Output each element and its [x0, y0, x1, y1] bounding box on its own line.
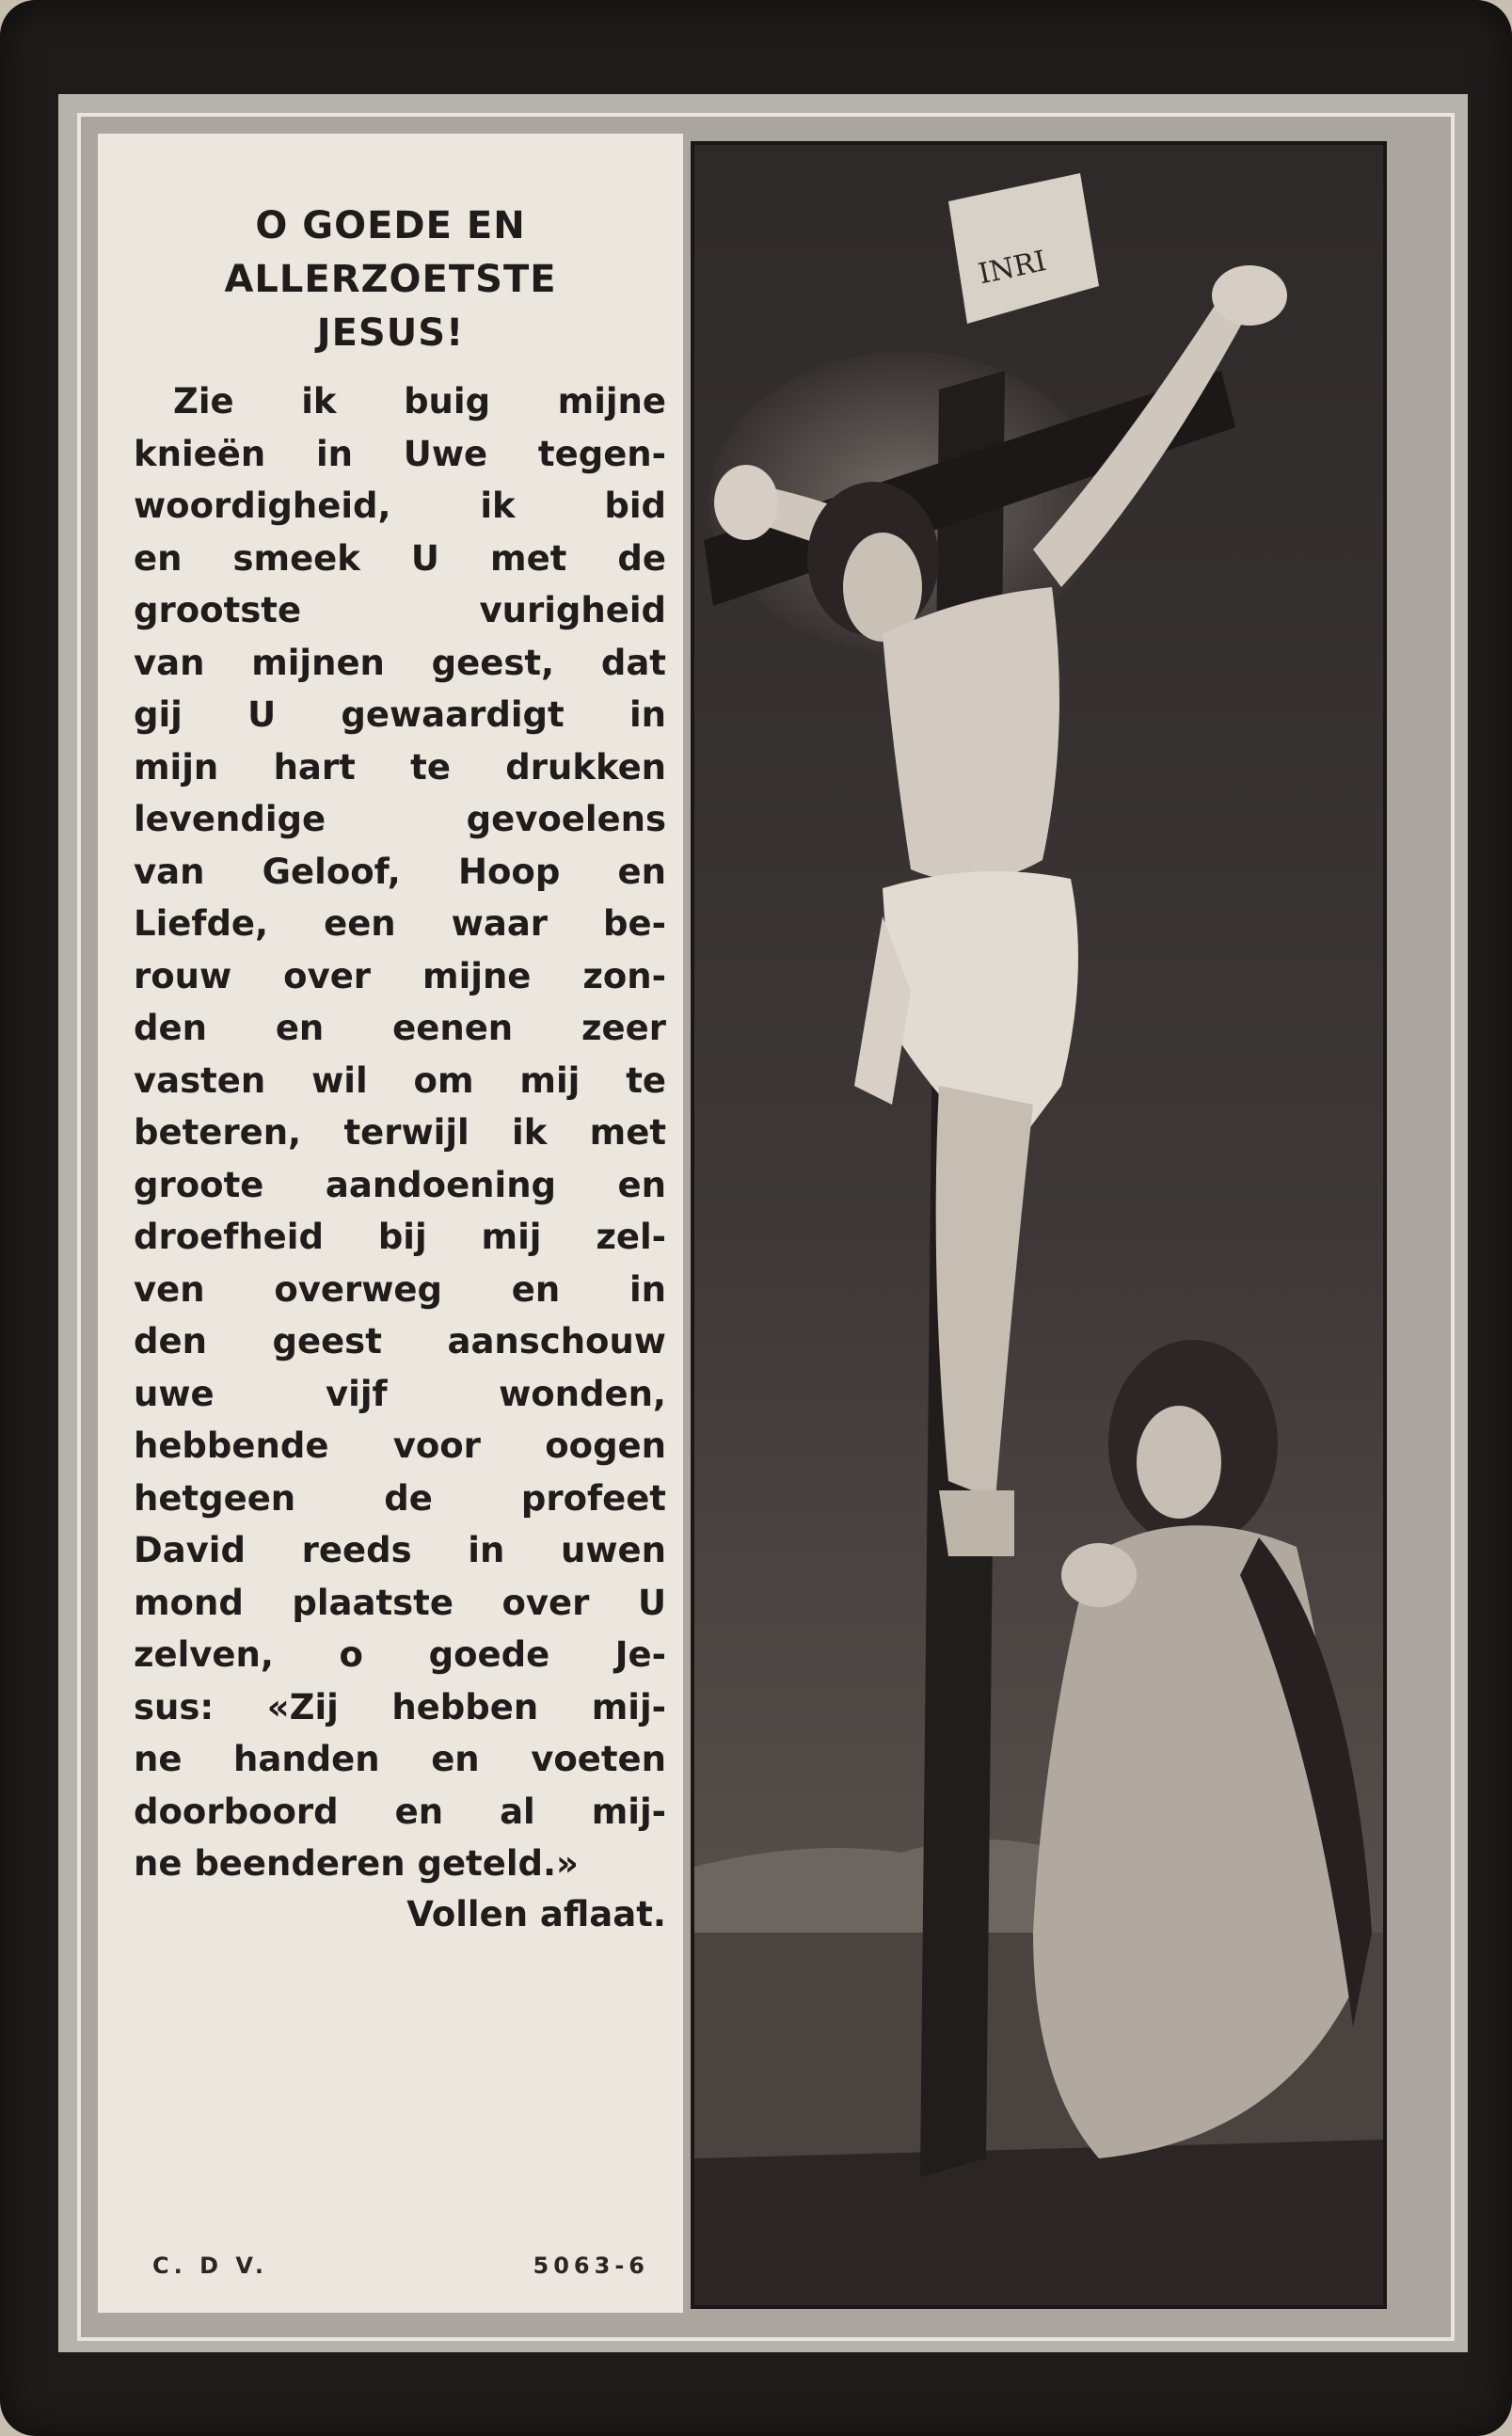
prayer-line: ven overweg en in	[134, 1268, 666, 1310]
indulgence-note: Vollen aflaat.	[406, 1893, 666, 1934]
prayer-line: levendige gevoelens	[134, 799, 666, 839]
card-number: 5063-6	[533, 2253, 649, 2279]
prayer-line: ne beenderen geteld.»	[134, 1843, 579, 1884]
prayer-line: den geest aanschouw	[134, 1321, 666, 1361]
prayer-line: Liefde, een waar be-	[134, 903, 666, 944]
foreground	[694, 2140, 1383, 2305]
prayer-text	[134, 375, 666, 1890]
inscription-text: INRI	[975, 245, 1050, 292]
prayer-line: vasten wil om mij te	[134, 1059, 666, 1101]
prayer-line: sus: «Zij hebben mij-	[134, 1686, 666, 1727]
title-line: JESUS!	[316, 311, 465, 355]
title-line: O GOEDE EN	[255, 204, 526, 247]
torso	[883, 587, 1059, 882]
publisher-mark: C. D V.	[152, 2253, 268, 2279]
right-hand	[1212, 265, 1287, 326]
feet	[939, 1490, 1014, 1556]
prayer-line: hetgeen de profeet	[134, 1477, 666, 1519]
crucifixion-illustration	[694, 145, 1383, 2305]
prayer-line: den en eenen zeer	[134, 1008, 666, 1048]
prayer-line: ne handen en voeten	[134, 1739, 666, 1779]
prayer-line: en smeek U met de	[134, 537, 666, 579]
crucifixion-image	[691, 141, 1387, 2309]
prayer-line: doorboord en al mij-	[134, 1791, 666, 1832]
prayer-line: Zie ik buig mijne	[173, 381, 666, 422]
prayer-line: zelven, o goede Je-	[134, 1634, 666, 1675]
prayer-panel	[98, 134, 683, 2313]
prayer-line: mond plaatste over U	[134, 1582, 666, 1623]
prayer-title	[98, 199, 683, 360]
left-hand	[714, 465, 778, 540]
prayer-line: hebbende voor oogen	[134, 1425, 666, 1466]
prayer-line: grootste vurigheid	[134, 590, 666, 630]
title-line: ALLERZOETSTE	[224, 258, 557, 301]
prayer-line: van mijnen geest, dat	[134, 642, 666, 683]
prayer-line: beteren, terwijl ik met	[134, 1112, 666, 1153]
mary-face	[1137, 1406, 1221, 1519]
prayer-line: groote aandoening en	[134, 1164, 666, 1205]
prayer-line: van Geloof, Hoop en	[134, 851, 666, 892]
prayer-line: droefheid bij mij zel-	[134, 1217, 666, 1257]
prayer-line: mijn hart te drukken	[134, 746, 666, 788]
prayer-line: rouw over mijne zon-	[134, 955, 666, 996]
prayer-line: knieën in Uwe tegen-	[134, 433, 666, 474]
prayer-line: uwe vijf wonden,	[134, 1373, 666, 1414]
mary-hands	[1061, 1543, 1137, 1607]
prayer-line: woordigheid, ik bid	[134, 486, 666, 526]
prayer-line: gij U gewaardigt in	[134, 694, 666, 735]
prayer-line: David reeds in uwen	[134, 1530, 666, 1570]
